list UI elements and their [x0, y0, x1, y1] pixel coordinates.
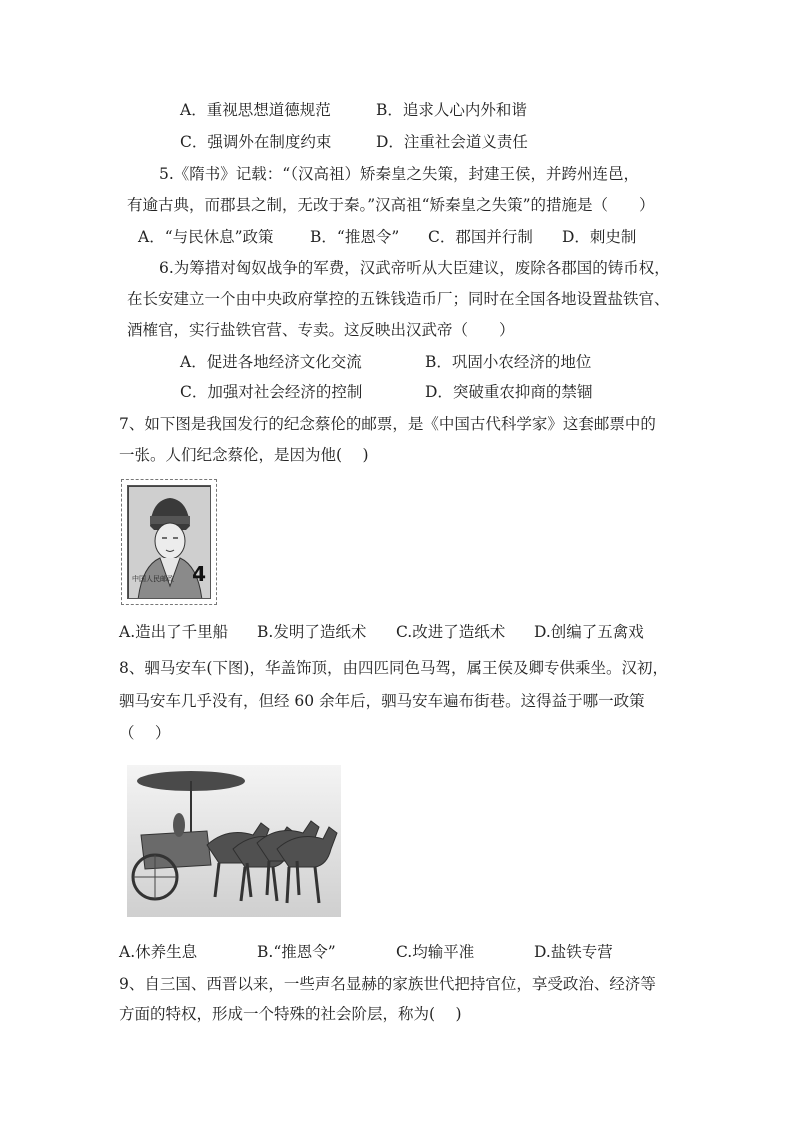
q7-option-c: C.改进了造纸术 — [396, 623, 506, 641]
q5-stem-line-2: 有逾古典，而郡县之制，无改于秦。”汉高祖“矫秦皇之失策”的措施是（ ） — [127, 196, 655, 214]
q5-option-d: D．刺史制 — [562, 228, 637, 246]
q8-options — [119, 941, 613, 963]
q7-option-a: A.造出了千里船 — [119, 623, 229, 641]
q8-option-a: A.休养生息 — [119, 943, 198, 961]
q6-option-c: C．加强对社会经济的控制 — [180, 383, 363, 401]
q4-option-b: B．追求人心内外和谐 — [376, 101, 527, 119]
q7-options — [119, 621, 644, 643]
q8-stem-line-1: 8、驷马安车(下图)，华盖饰顶，由四匹同色马驾，属王侯及卿专供乘坐。汉初， — [119, 659, 668, 677]
q6-options-row-2 — [180, 381, 592, 403]
bronze-chariot-image — [127, 765, 341, 917]
cai-lun-stamp-image — [121, 479, 217, 605]
q6-option-b: B．巩固小农经济的地位 — [425, 353, 592, 371]
q8-option-c: C.均输平准 — [396, 943, 475, 961]
q7-option-d: D.创编了五禽戏 — [534, 623, 644, 641]
stamp-issuer-label: 中国人民邮政 — [132, 575, 174, 583]
q9-stem-line-1: 9、自三国、西晋以来，一些声名显赫的家族世代把持官位，享受政治、经济等 — [119, 975, 656, 993]
q6-stem-line-1: 6.为筹措对匈奴战争的军费，汉武帝听从大臣建议，废除各郡国的铸币权， — [159, 259, 670, 277]
q7-stem-line-1: 7、如下图是我国发行的纪念蔡伦的邮票，是《中国古代科学家》这套邮票中的 — [119, 415, 656, 433]
q5-option-a: A．“与民休息”政策 — [138, 228, 274, 246]
q5-options — [138, 226, 636, 248]
q4-options-row-2 — [180, 131, 528, 153]
q4-options-row-1 — [180, 99, 527, 121]
q5-stem-line-1: 5.《隋书》记载：“（汉高祖）矫秦皇之失策，封建王侯，并跨州连邑， — [159, 165, 639, 183]
q7-stem-line-2: 一张。人们纪念蔡伦，是因为他( ) — [119, 446, 369, 464]
q6-stem-line-2: 在长安建立一个由中央政府掌控的五铢钱造币厂；同时在全国各地设置盐铁官、 — [127, 290, 670, 308]
q8-option-d: D.盐铁专营 — [534, 943, 613, 961]
q5-option-c: C．郡国并行制 — [428, 228, 533, 246]
q4-option-a: A．重视思想道德规范 — [180, 101, 331, 119]
q6-stem-line-3: 酒榷官，实行盐铁官营、专卖。这反映出汉武帝（ ） — [127, 321, 515, 339]
q6-option-a: A．促进各地经济文化交流 — [180, 353, 362, 371]
stamp-denomination: 4 — [192, 562, 206, 586]
q6-option-d: D．突破重农抑商的禁锢 — [425, 383, 593, 401]
stamp-portrait — [127, 485, 211, 599]
q5-option-b: B．“推恩令” — [310, 228, 400, 246]
q8-stem-line-2: 驷马安车几乎没有，但经 60 余年后，驷马安车遍布街巷。这得益于哪一政策 — [119, 692, 645, 710]
q6-options-row-1 — [180, 351, 591, 373]
q7-option-b: B.发明了造纸术 — [257, 623, 367, 641]
q4-option-d: D．注重社会道义责任 — [376, 133, 528, 151]
q9-stem-line-2: 方面的特权，形成一个特殊的社会阶层，称为( ) — [119, 1005, 462, 1023]
four-horse-chariot-illustration — [127, 765, 341, 917]
q8-option-b: B.“推恩令” — [257, 943, 336, 961]
q8-stem-line-3: （ ） — [119, 724, 171, 742]
q4-option-c: C．强调外在制度约束 — [180, 133, 332, 151]
